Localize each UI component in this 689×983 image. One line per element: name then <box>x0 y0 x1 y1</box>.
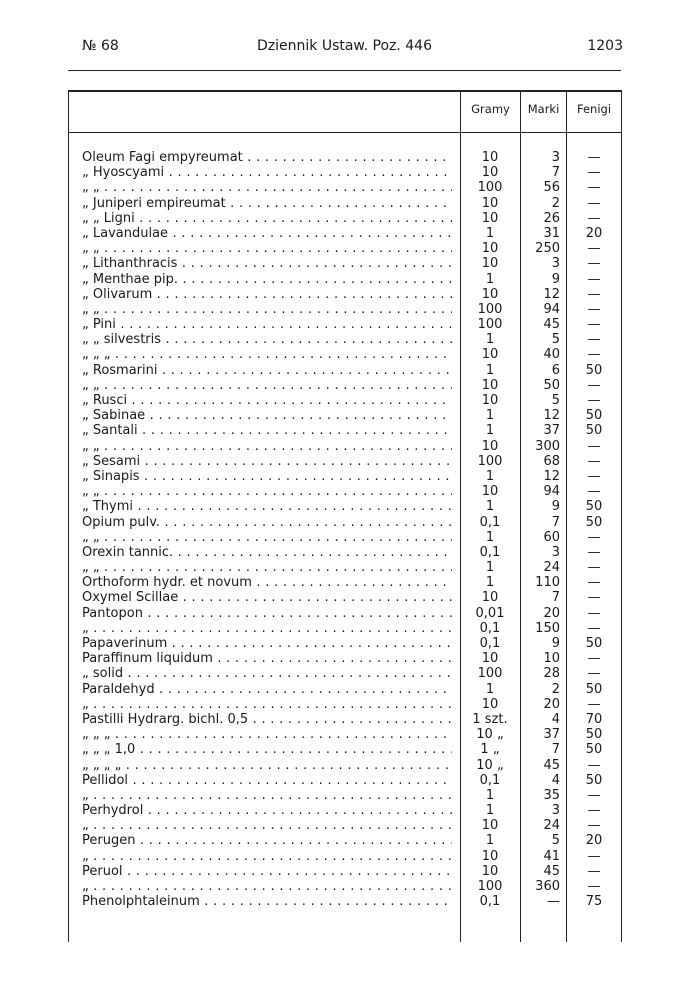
marki-cell: 4 <box>551 772 560 788</box>
item-name: „ Lavandulae . . . <box>82 226 452 241</box>
gramy-cell: 0,01 <box>475 605 505 621</box>
marki-cell: 3 <box>551 544 560 560</box>
fenigi-cell: — <box>587 590 601 606</box>
item-name: „ „ . . . <box>82 484 452 499</box>
marki-cell: 9 <box>551 271 560 287</box>
column-header-gramy: Gramy <box>471 102 510 116</box>
item-name: Oxymel Scillae . . . <box>82 590 452 605</box>
page-folio: 1203 <box>587 38 623 54</box>
table-row <box>0 879 689 894</box>
fenigi-cell: 75 <box>585 894 603 910</box>
table-row <box>0 788 689 803</box>
item-name: „ „ Ligni . . . <box>82 211 452 226</box>
fenigi-cell: — <box>587 271 601 287</box>
item-name: „ „ . . . <box>82 530 452 545</box>
table-row <box>0 378 689 393</box>
table-row <box>0 393 689 408</box>
gramy-cell: 10 <box>481 484 499 500</box>
fenigi-cell: 50 <box>585 499 603 515</box>
marki-cell: 7 <box>551 165 560 181</box>
marki-cell: 40 <box>543 347 560 363</box>
item-name: „ Santali . . . <box>82 423 452 438</box>
fenigi-cell: — <box>587 484 601 500</box>
marki-cell: 45 <box>543 317 560 333</box>
marki-cell: 3 <box>551 256 560 272</box>
marki-cell: 4 <box>551 711 560 727</box>
item-name: Oleum Fagi empyreumat . . . <box>82 150 452 165</box>
item-name: Pastilli Hydrarg. bichl. 0,5 . . . <box>82 712 452 727</box>
table-top-border <box>68 90 621 92</box>
table-row <box>0 332 689 347</box>
table-row <box>0 347 689 362</box>
item-name: Paraffinum liquidum . . . <box>82 651 452 666</box>
marki-cell: 12 <box>543 408 560 424</box>
gramy-cell: 1 <box>485 468 495 484</box>
marki-cell: 45 <box>543 863 560 879</box>
item-name: „ „ silvestris . . . <box>82 332 452 347</box>
fenigi-cell: — <box>587 180 601 196</box>
marki-cell: 250 <box>535 241 560 257</box>
table-row <box>0 758 689 773</box>
table-row <box>0 621 689 636</box>
item-name: „ solid . . . <box>82 666 452 681</box>
gramy-cell: 0,1 <box>479 894 501 910</box>
fenigi-cell: — <box>587 696 601 712</box>
column-header-fenigi: Fenigi <box>576 102 612 116</box>
gramy-cell: 0,1 <box>479 636 501 651</box>
marki-cell: 56 <box>543 180 560 196</box>
gramy-cell: 1 <box>485 560 495 576</box>
gramy-cell: 10 <box>481 696 499 712</box>
item-name: „ Hyoscyami . . . <box>82 165 452 180</box>
marki-cell: 24 <box>543 560 560 576</box>
fenigi-cell: — <box>587 377 601 393</box>
table-row <box>0 606 689 621</box>
gramy-cell: 10 <box>481 165 499 181</box>
marki-cell: 20 <box>543 605 560 621</box>
fenigi-cell: — <box>587 256 601 272</box>
fenigi-cell: 50 <box>585 408 603 424</box>
table-row <box>0 530 689 545</box>
marki-cell: 2 <box>551 195 560 211</box>
marki-cell: 150 <box>535 620 560 636</box>
item-name: „ . . . <box>82 879 452 894</box>
gramy-cell: 1 <box>485 575 495 591</box>
fenigi-cell: 50 <box>585 742 603 758</box>
table-row <box>0 545 689 560</box>
marki-cell: 94 <box>543 484 560 500</box>
item-name: „ „ . . . <box>82 439 452 454</box>
table-row <box>0 849 689 864</box>
table-row <box>0 272 689 287</box>
marki-cell: 24 <box>543 818 560 834</box>
table-row <box>0 499 689 514</box>
table-row <box>0 226 689 241</box>
fenigi-cell: — <box>587 757 601 773</box>
gramy-cell: 10 „ <box>476 757 504 773</box>
fenigi-cell: — <box>587 620 601 636</box>
fenigi-cell: — <box>587 301 601 317</box>
marki-cell: 110 <box>535 575 560 591</box>
marki-cell: 5 <box>551 833 560 849</box>
fenigi-cell: 50 <box>585 681 603 697</box>
gramy-cell: 100 <box>477 317 503 333</box>
item-name: „ „ . . . <box>82 560 452 575</box>
gramy-cell: 10 <box>481 863 499 879</box>
fenigi-cell: — <box>587 150 601 165</box>
fenigi-cell: — <box>587 332 601 348</box>
gramy-cell: 1 <box>485 408 495 424</box>
item-name: „ „ . . . <box>82 302 452 317</box>
marki-cell: 6 <box>551 362 560 378</box>
fenigi-cell: 70 <box>585 711 603 727</box>
gramy-cell: 100 <box>477 666 503 682</box>
gramy-cell: 0,1 <box>479 544 501 560</box>
item-name: Peruol . . . <box>82 864 452 879</box>
marki-cell: 37 <box>543 423 560 439</box>
table-row <box>0 590 689 605</box>
gramy-cell: 1 <box>485 499 495 515</box>
gramy-cell: 1 <box>485 787 495 803</box>
item-name: Orexin tannic. . . . <box>82 545 452 560</box>
item-name: „ . . . <box>82 697 452 712</box>
fenigi-cell: 50 <box>585 423 603 439</box>
fenigi-cell: 50 <box>585 727 603 743</box>
table-row <box>0 742 689 757</box>
table-row <box>0 773 689 788</box>
gramy-cell: 100 <box>477 180 503 196</box>
item-name: „ Juniperi empireumat . . . <box>82 196 452 211</box>
marki-cell: 2 <box>551 681 560 697</box>
table-row <box>0 666 689 681</box>
item-name: „ „ . . . <box>82 241 452 256</box>
gramy-cell: 10 <box>481 818 499 834</box>
gramy-cell: 10 <box>481 590 499 606</box>
item-name: „ Pini . . . <box>82 317 452 332</box>
marki-cell: 50 <box>543 377 560 393</box>
fenigi-cell: 50 <box>585 772 603 788</box>
marki-cell: 10 <box>543 651 560 667</box>
marki-cell: 7 <box>551 742 560 758</box>
fenigi-cell: — <box>587 863 601 879</box>
table-row <box>0 150 689 165</box>
price-table <box>0 150 689 909</box>
item-name: „ Sesami . . . <box>82 454 452 469</box>
item-name: Opium pulv. . . . <box>82 515 452 530</box>
item-name: „ Rusci . . . <box>82 393 452 408</box>
table-row <box>0 651 689 666</box>
table-row <box>0 469 689 484</box>
marki-cell: 37 <box>543 727 560 743</box>
fenigi-cell: 50 <box>585 514 603 530</box>
marki-cell: 300 <box>535 438 560 454</box>
table-row <box>0 515 689 530</box>
table-row <box>0 864 689 879</box>
marki-cell: 45 <box>543 757 560 773</box>
fenigi-cell: 50 <box>585 362 603 378</box>
fenigi-cell: — <box>587 210 601 226</box>
fenigi-cell: 20 <box>585 225 603 241</box>
fenigi-cell: — <box>587 848 601 864</box>
marki-cell: 3 <box>551 150 560 165</box>
item-name: „ „ . . . <box>82 378 452 393</box>
item-name: „ Thymi . . . <box>82 499 452 514</box>
marki-cell: 5 <box>551 393 560 408</box>
fenigi-cell: — <box>587 651 601 667</box>
fenigi-cell: — <box>587 347 601 363</box>
gramy-cell: 1 <box>485 803 495 819</box>
table-row <box>0 454 689 469</box>
marki-cell: 31 <box>543 225 560 241</box>
item-name: „ Lithanthracis . . . <box>82 256 452 271</box>
fenigi-cell: — <box>587 393 601 408</box>
gramy-cell: 10 <box>481 377 499 393</box>
marki-cell: 26 <box>543 210 560 226</box>
fenigi-cell: — <box>587 453 601 469</box>
gramy-cell: 1 <box>485 529 495 545</box>
gramy-cell: 10 <box>481 848 499 864</box>
gramy-cell: 10 <box>481 651 499 667</box>
marki-cell: 41 <box>543 848 560 864</box>
item-name: „ Rosmarini . . . <box>82 363 452 378</box>
gramy-cell: 100 <box>477 453 503 469</box>
table-row <box>0 636 689 651</box>
gramy-cell: 10 <box>481 210 499 226</box>
gramy-cell: 1 szt. <box>472 711 508 727</box>
item-name: Perugen . . . <box>82 833 452 848</box>
item-name: „ „ „ 1,0 . . . <box>82 742 452 757</box>
item-name: Paraldehyd . . . <box>82 682 452 697</box>
gramy-cell: 1 <box>485 225 495 241</box>
gramy-cell: 10 <box>481 347 499 363</box>
table-row <box>0 287 689 302</box>
table-row <box>0 439 689 454</box>
item-name: „ Menthae pip. . . . <box>82 272 452 287</box>
fenigi-cell: — <box>587 317 601 333</box>
gramy-cell: 0,1 <box>479 514 501 530</box>
item-name: Pellidol . . . <box>82 773 452 788</box>
marki-cell: 20 <box>543 696 560 712</box>
fenigi-cell: — <box>587 818 601 834</box>
gramy-cell: 10 <box>481 256 499 272</box>
item-name: „ . . . <box>82 849 452 864</box>
item-name: „ . . . <box>82 818 452 833</box>
gramy-cell: 1 „ <box>480 742 500 758</box>
marki-cell: 28 <box>543 666 560 682</box>
table-row <box>0 302 689 317</box>
item-name: „ . . . <box>82 788 452 803</box>
fenigi-cell: — <box>587 544 601 560</box>
table-row <box>0 241 689 256</box>
gramy-cell: 0,1 <box>479 772 501 788</box>
page-title: Dziennik Ustaw. Poz. 446 <box>257 38 432 54</box>
table-row <box>0 211 689 226</box>
fenigi-cell: — <box>587 575 601 591</box>
fenigi-cell: — <box>587 560 601 576</box>
fenigi-cell: 50 <box>585 636 603 651</box>
table-row <box>0 697 689 712</box>
table-row <box>0 833 689 848</box>
fenigi-cell: — <box>587 529 601 545</box>
marki-cell: 35 <box>543 787 560 803</box>
table-row <box>0 165 689 180</box>
gramy-cell: 1 <box>485 833 495 849</box>
table-row <box>0 682 689 697</box>
fenigi-cell: — <box>587 286 601 302</box>
table-row <box>0 196 689 211</box>
fenigi-cell: — <box>587 438 601 454</box>
marki-cell: 9 <box>551 499 560 515</box>
item-name: „ „ „ . . . <box>82 727 452 742</box>
marki-cell: 12 <box>543 468 560 484</box>
fenigi-cell: — <box>587 605 601 621</box>
table-row <box>0 818 689 833</box>
table-row <box>0 256 689 271</box>
item-name: Orthoform hydr. et novum . . . <box>82 575 452 590</box>
fenigi-cell: — <box>587 165 601 181</box>
marki-cell: 60 <box>543 529 560 545</box>
gramy-cell: 1 <box>485 423 495 439</box>
gramy-cell: 10 <box>481 195 499 211</box>
marki-cell: 3 <box>551 803 560 819</box>
gramy-cell: 0,1 <box>479 620 501 636</box>
table-row <box>0 575 689 590</box>
item-name: „ Sabinae . . . <box>82 408 452 423</box>
table-row <box>0 560 689 575</box>
table-row <box>0 803 689 818</box>
table-row <box>0 484 689 499</box>
table-row <box>0 408 689 423</box>
fenigi-cell: — <box>587 195 601 211</box>
column-header-marki: Marki <box>527 102 560 116</box>
table-row <box>0 317 689 332</box>
item-name: Pantopon . . . <box>82 606 452 621</box>
item-name: „ „ „ „ . . . <box>82 758 452 773</box>
item-name: „ „ . . . <box>82 180 452 195</box>
fenigi-cell: — <box>587 666 601 682</box>
table-row <box>0 180 689 195</box>
gramy-cell: 1 <box>485 362 495 378</box>
marki-cell: 94 <box>543 301 560 317</box>
fenigi-cell: — <box>587 241 601 257</box>
fenigi-cell: 20 <box>585 833 603 849</box>
item-name: „ Sinapis . . . <box>82 469 452 484</box>
fenigi-cell: — <box>587 803 601 819</box>
gramy-cell: 10 <box>481 393 499 408</box>
fenigi-cell: — <box>587 468 601 484</box>
gramy-cell: 1 <box>485 681 495 697</box>
marki-cell: 7 <box>551 590 560 606</box>
item-name: „ . . . <box>82 621 452 636</box>
table-head-border <box>68 132 621 133</box>
gramy-cell: 100 <box>477 301 503 317</box>
gramy-cell: 10 <box>481 438 499 454</box>
gramy-cell: 100 <box>477 879 503 894</box>
item-name: Phenolphtaleinum . . . <box>82 894 452 909</box>
marki-cell: 68 <box>543 453 560 469</box>
item-name: Papaverinum . . . <box>82 636 452 651</box>
marki-cell: 9 <box>551 636 560 651</box>
gramy-cell: 10 <box>481 241 499 257</box>
fenigi-cell: — <box>587 787 601 803</box>
table-row <box>0 363 689 378</box>
marki-cell: — <box>547 894 560 910</box>
page-number: № 68 <box>82 38 119 54</box>
item-name: Perhydrol . . . <box>82 803 452 818</box>
gramy-cell: 10 „ <box>476 727 504 743</box>
gramy-cell: 1 <box>485 332 495 348</box>
table-row <box>0 712 689 727</box>
marki-cell: 7 <box>551 514 560 530</box>
item-name: „ Olivarum . . . <box>82 287 452 302</box>
table-row <box>0 894 689 909</box>
table-row <box>0 423 689 438</box>
marki-cell: 5 <box>551 332 560 348</box>
item-name: „ „ „ . . . <box>82 347 452 362</box>
fenigi-cell: — <box>587 879 601 894</box>
marki-cell: 360 <box>535 879 560 894</box>
gramy-cell: 10 <box>481 286 499 302</box>
marki-cell: 12 <box>543 286 560 302</box>
header-rule <box>68 70 621 71</box>
gramy-cell: 1 <box>485 271 495 287</box>
table-row <box>0 727 689 742</box>
gramy-cell: 10 <box>481 150 499 165</box>
